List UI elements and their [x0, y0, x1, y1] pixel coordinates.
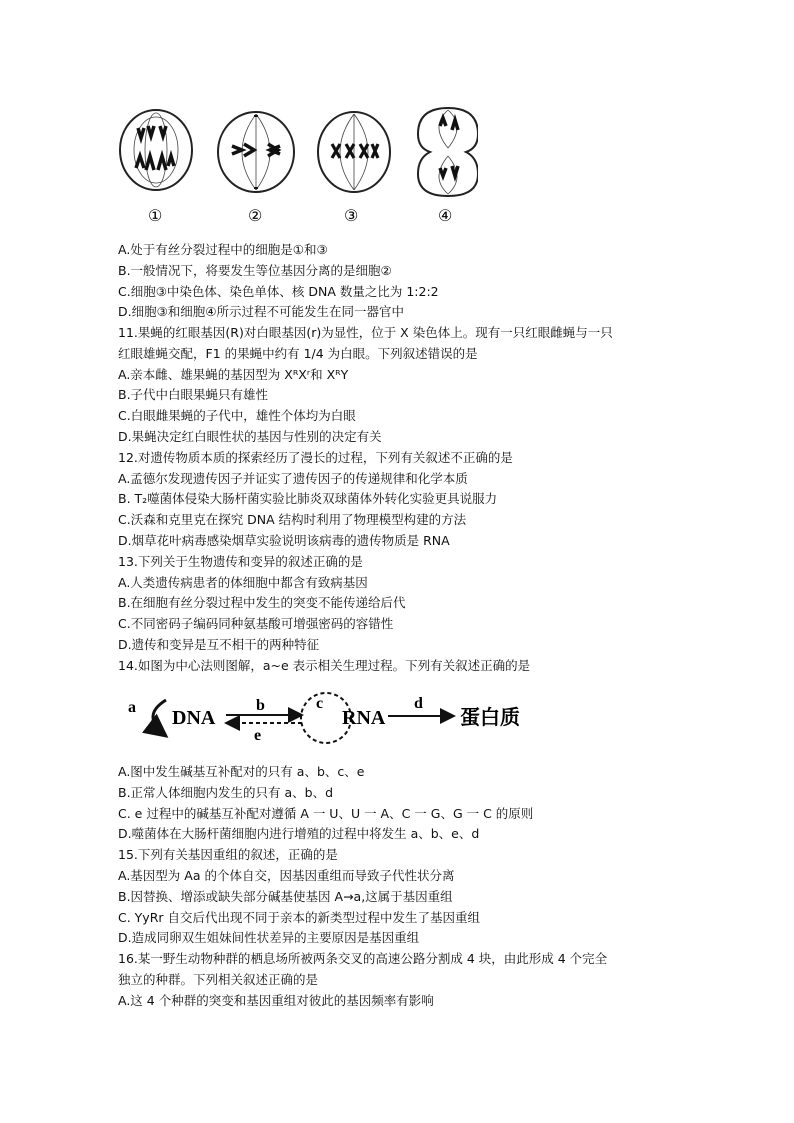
q12-option-d: D.烟草花叶病毒感染烟草实验说明该病毒的遗传物质是 RNA [118, 532, 450, 548]
process-a-label: a [128, 699, 136, 716]
process-a-arrow [153, 700, 166, 736]
cell-1-diagram [120, 110, 192, 190]
rna-label: RNA [342, 707, 386, 729]
q16-stem-line2: 独立的种群。下列相关叙述正确的是 [118, 971, 319, 987]
q13-option-a: A.人类遗传病患者的体细胞中都含有致病基因 [118, 574, 368, 590]
q16-option-a: A.这 4 个种群的突变和基因重组对彼此的基因频率有影响 [118, 992, 434, 1008]
q11-option-b: B.子代中白眼果蝇只有雄性 [118, 387, 269, 403]
q15-option-d: D.造成同卵双生姐妹间性状差异的主要原因是基因重组 [118, 930, 420, 946]
q10-option-a: A.处于有丝分裂过程中的细胞是①和③ [118, 242, 328, 257]
q10-option-d: D.细胞③和细胞④所示过程不可能发生在同一器官中 [118, 304, 405, 320]
questions-14-16 [118, 762, 678, 1012]
q14-option-a: A.图中发生碱基互补配对的只有 a、b、c、e [118, 764, 365, 779]
q11-stem-line1: 11.果蝇的红眼基因(R)对白眼基因(r)为显性，位于 X 染色体上。现有一只红眼雌蝇与一只 [118, 325, 613, 340]
q13-stem: 13.下列关于生物遗传和变异的叙述正确的是 [118, 553, 363, 569]
cell-label-1: ① [148, 206, 163, 225]
q13-option-c: C.不同密码子编码同种氨基酸可增强密码的容错性 [118, 616, 394, 632]
q15-option-b: B.因替换、增添或缺失部分碱基使基因 A→a,这属于基因重组 [118, 888, 453, 904]
q11-option-d: D.果蝇决定红白眼性状的基因与性别的决定有关 [118, 428, 382, 444]
q11-option-a: A.亲本雌、雄果蝇的基因型为 XᴿXʳ和 XᴿY [118, 366, 349, 382]
cell-label-2: ② [248, 206, 263, 225]
cell-4-diagram [418, 108, 478, 196]
cell-division-figure [118, 104, 478, 230]
q15-option-a: A.基因型为 Aa 的个体自交，因基因重组而导致子代性状分离 [118, 867, 455, 883]
q13-option-b: B.在细胞有丝分裂过程中发生的突变不能传递给后代 [118, 595, 406, 611]
q12-stem: 12.对遗传物质本质的探索经历了漫长的过程，下列有关叙述不正确的是 [118, 449, 513, 465]
q11-stem-line2: 红眼雄蝇交配，F1 的果蝇中约有 1/4 为白眼。下列叙述错误的是 [118, 345, 478, 361]
process-c-label: c [316, 695, 324, 712]
cell-label-3: ③ [344, 206, 359, 225]
q14-option-d: D.噬菌体在大肠杆菌细胞内进行增殖的过程中将发生 a、b、e、d [118, 826, 480, 842]
process-e-label: e [254, 727, 262, 744]
q13-option-d: D.遗传和变异是互不相干的两种特征 [118, 636, 320, 652]
q10-option-c: C.细胞③中染色体、染色单体、核 DNA 数量之比为 1:2:2 [118, 283, 439, 299]
q14-option-c: C. e 过程中的碱基互补配对遵循 A 一 U、U 一 A、C 一 G、G 一 C 的原则 [118, 805, 534, 821]
q14-stem: 14.如图为中心法则图解，a~e 表示相关生理过程。下列有关叙述正确的是 [118, 657, 531, 673]
q11-option-c: C.白眼雌果蝇的子代中，雄性个体均为白眼 [118, 408, 356, 424]
q10-option-b: B.一般情况下，将要发生等位基因分离的是细胞② [118, 262, 392, 278]
process-b-label: b [256, 697, 265, 714]
q12-option-a: A.孟德尔发现遗传因子并证实了遗传因子的传递规律和化学本质 [118, 470, 468, 486]
cell-label-4: ④ [438, 206, 453, 225]
dna-label: DNA [172, 707, 216, 729]
central-dogma-diagram [126, 690, 536, 750]
protein-label: 蛋白质 [460, 707, 520, 729]
q12-option-c: C.沃森和克里克在探究 DNA 结构时利用了物理模型构建的方法 [118, 512, 467, 528]
process-d-label: d [414, 695, 423, 712]
q16-stem-line1: 16.某一野生动物种群的栖息场所被两条交叉的高速公路分割成 4 块，由此形成 4 个完全 [118, 951, 608, 967]
q14-option-b: B.正常人体细胞内发生的只有 a、b、d [118, 784, 334, 800]
cell-3-diagram [318, 112, 390, 192]
q15-stem: 15.下列有关基因重组的叙述，正确的是 [118, 847, 338, 863]
q10-options [118, 240, 678, 323]
q12-option-b: B. T₂噬菌体侵染大肠杆菌实验比肺炎双球菌体外转化实验更具说服力 [118, 491, 498, 507]
cell-2-diagram [218, 112, 294, 192]
q15-option-c: C. YyRr 自交后代出现不同于亲本的新类型过程中发生了基因重组 [118, 909, 481, 925]
questions-11-14 [118, 323, 678, 677]
